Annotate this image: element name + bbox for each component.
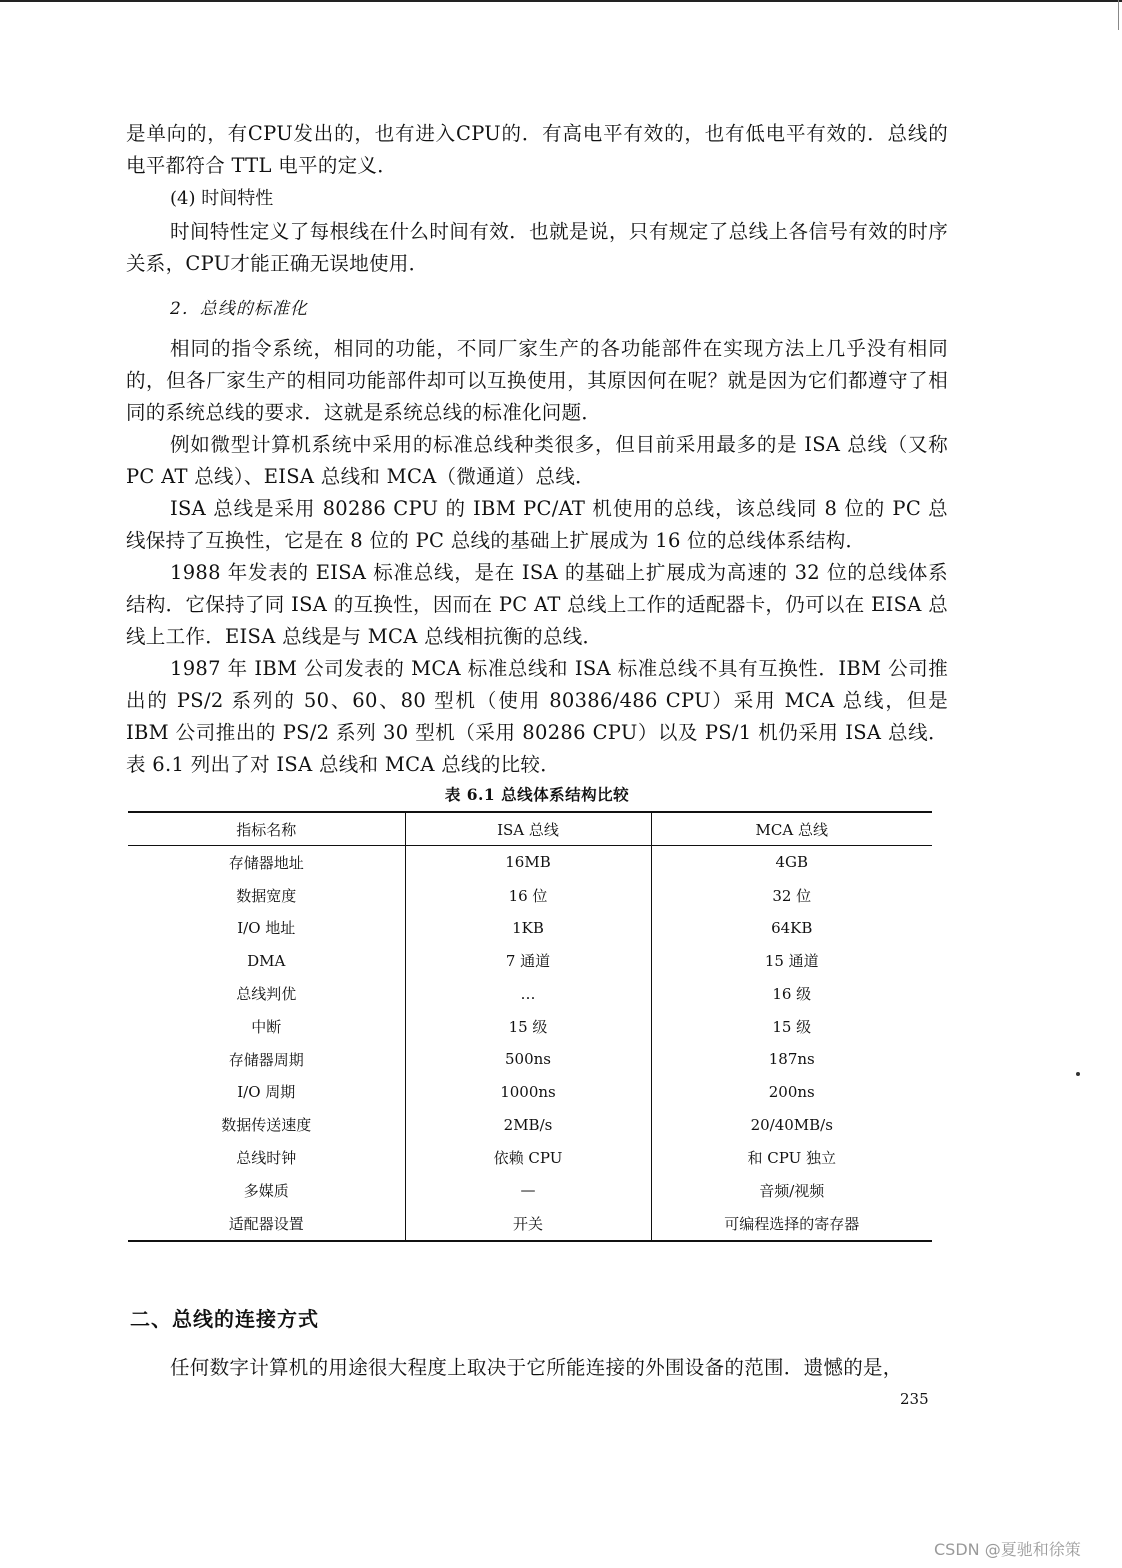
cell-mca: 32 位 <box>651 879 932 912</box>
cell-metric: 多媒质 <box>243 1181 289 1200</box>
cell-metric: 总线时钟 <box>236 1149 297 1168</box>
paragraph-std-2: 例如微型计算机系统中采用的标准总线种类很多，但目前采用最多的是 ISA 总线（又称 PC AT 总线）、EISA 总线和 MCA（微通道）总线． <box>126 433 948 488</box>
bus-comparison-table <box>128 811 932 1242</box>
cell-isa: 16 位 <box>405 879 651 912</box>
table-row <box>128 1010 932 1043</box>
cell-mca: 和 CPU 独立 <box>651 1141 932 1174</box>
cell-metric: I/O 周期 <box>237 1083 296 1102</box>
cell-mca: 4GB <box>651 846 932 879</box>
paragraph-std-5: 1987 年 IBM 公司发表的 MCA 标准总线和 ISA 标准总线不具有互换性．IBM 公司推出的 PS/2 系列的 50、60、80 型机（使用 80386/486 CPU）采用 MCA 总线，但是 IBM 公司推出的 PS/2 系列 30 型机（采用 80286 CPU）以及 PS/1 机仍采用 ISA 总线．表 6.1 列出了对 ISA 总线和 MCA 总线的比较． <box>126 657 948 776</box>
cell-isa: 16MB <box>405 846 651 879</box>
cell-mca: 64KB <box>651 912 932 945</box>
heading-bus-connection: 二、总线的连接方式 <box>130 1307 319 1331</box>
cell-metric: 总线判优 <box>236 985 297 1004</box>
table-row <box>128 1141 932 1174</box>
cell-isa: 开关 <box>405 1207 651 1241</box>
header-mca: MCA 总线 <box>651 812 932 846</box>
paragraph-signal-level: 是单向的，有CPU发出的，也有进入CPU的．有高电平有效的，也有低电平有效的．总线的电平都符合 TTL 电平的定义． <box>126 122 948 177</box>
table-row <box>128 879 932 912</box>
right-border-line <box>1118 0 1119 30</box>
cell-isa: … <box>405 977 651 1010</box>
table-row <box>128 846 932 879</box>
header-metric: 指标名称 <box>236 820 297 839</box>
cell-mca: 20/40MB/s <box>651 1108 932 1141</box>
table-row <box>128 1076 932 1109</box>
paragraph-timing: 时间特性定义了每根线在什么时间有效．也就是说，只有规定了总线上各信号有效的时序关系，CPU才能正确无误地使用． <box>126 220 948 275</box>
page-body <box>126 118 948 1242</box>
last-paragraph-wrapper <box>126 1352 948 1384</box>
paragraph-std-4: 1988 年发表的 EISA 标准总线，是在 ISA 的基础上扩展成为高速的 32 位的总线体系结构．它保持了同 ISA 的互换性，因而在 PC AT 总线上工作的适配器卡，仍可以在 EISA 总线上工作．EISA 总线是与 MCA 总线相抗衡的总线． <box>126 561 948 648</box>
cell-metric: I/O 地址 <box>237 919 296 938</box>
table-row <box>128 1174 932 1207</box>
top-border-line <box>0 0 1122 2</box>
table-row <box>128 1207 932 1241</box>
cell-mca: 音频/视频 <box>651 1174 932 1207</box>
table-caption: 表 6.1 总线体系结构比较 <box>444 785 630 804</box>
table-row <box>128 944 932 977</box>
cell-isa: 15 级 <box>405 1010 651 1043</box>
cell-metric: 中断 <box>251 1017 282 1036</box>
cell-mca: 187ns <box>651 1043 932 1076</box>
table-header-row <box>128 812 932 846</box>
cell-metric: 数据宽度 <box>236 886 297 905</box>
cell-isa: 依赖 CPU <box>405 1141 651 1174</box>
page-number: 235 <box>900 1390 929 1408</box>
cell-mca: 可编程选择的寄存器 <box>651 1207 932 1241</box>
cell-mca: 200ns <box>651 1076 932 1109</box>
cell-metric: DMA <box>247 951 286 970</box>
table-row <box>128 1108 932 1141</box>
csdn-watermark: CSDN @夏驰和徐策 <box>934 1540 1081 1559</box>
cell-mca: 16 级 <box>651 977 932 1010</box>
cell-isa: 1000ns <box>405 1076 651 1109</box>
cell-isa: — <box>405 1174 651 1207</box>
cell-metric: 适配器设置 <box>228 1214 304 1233</box>
table-row <box>128 977 932 1010</box>
cell-mca: 15 级 <box>651 1010 932 1043</box>
scan-speck <box>1076 1072 1080 1076</box>
cell-isa: 7 通道 <box>405 944 651 977</box>
table-row <box>128 912 932 945</box>
cell-metric: 数据传送速度 <box>221 1116 312 1135</box>
cell-isa: 1KB <box>405 912 651 945</box>
paragraph-std-3: ISA 总线是采用 80286 CPU 的 IBM PC/AT 机使用的总线，该总线同 8 位的 PC 总线保持了互换性，它是在 8 位的 PC 总线的基础上扩展成为 16 位的总线体系结构． <box>126 497 948 552</box>
cell-mca: 15 通道 <box>651 944 932 977</box>
cell-metric: 存储器地址 <box>228 853 304 872</box>
subheading-timing: (4) 时间特性 <box>170 188 274 209</box>
paragraph-peripherals: 任何数字计算机的用途很大程度上取决于它所能连接的外围设备的范围．遗憾的是， <box>170 1356 903 1379</box>
cell-isa: 2MB/s <box>405 1108 651 1141</box>
paragraph-std-1: 相同的指令系统，相同的功能，不同厂家生产的各功能部件在实现方法上几乎没有相同的，但各厂家生产的相同功能部件却可以互换使用，其原因何在呢？就是因为它们都遵守了相同的系统总线的要求．这就是系统总线的标准化问题． <box>126 337 948 424</box>
table-row <box>128 1043 932 1076</box>
cell-metric: 存储器周期 <box>228 1050 304 1069</box>
header-isa: ISA 总线 <box>405 812 651 846</box>
section-title-standardization: 2．总线的标准化 <box>170 299 308 319</box>
cell-isa: 500ns <box>405 1043 651 1076</box>
